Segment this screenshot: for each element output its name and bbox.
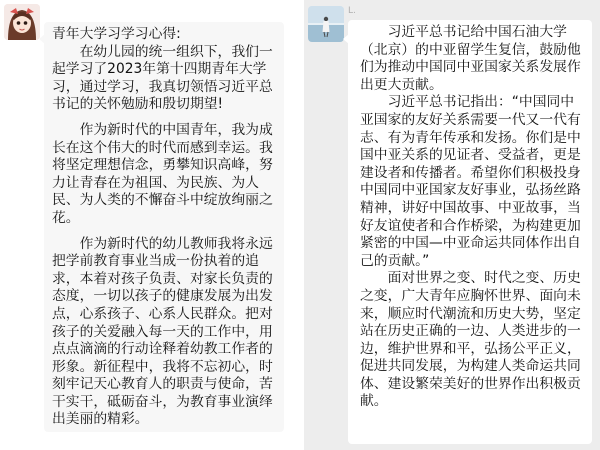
- message-paragraph: 面对世界之变、时代之变、历史之变，广大青年应胸怀世界、面向未来，顺应时代潮流和历史大势，坚定站在历史正确的一边、人类进步的一边，维护世界和平，弘扬公平正义，促进共同发展，为构建人类命运共同体、建设繁荣美好的世界作出积极贡献。: [360, 270, 581, 410]
- message-text: [52, 26, 278, 429]
- left-chat-panel: [0, 0, 296, 450]
- message-paragraph: 在幼儿园的统一组织下，我们一起学习了2023年第十四期青年大学习，通过学习，我真切领悟习近平总书记的关怀勉励和殷切期望!: [52, 43, 273, 113]
- anime-girl-avatar-icon[interactable]: [4, 4, 40, 40]
- message-paragraph: 作为新时代的中国青年，我为成长在这个伟大的时代而感到幸运。我将坚定理想信念，勇攀知识高峰，努力让青春在为祖国、为民族、为人民、为人类的不懈奋斗中绽放绚丽之花。: [52, 121, 273, 226]
- message-text: [360, 24, 586, 411]
- message-paragraph: 作为新时代的幼儿教师我将永远把学前教育事业当成一份执着的追求，本着对孩子负责、对家长负责的态度，一切以孩子的健康发展为出发点，心系孩子、心系人民群众。把对孩子的关爱融入每一天的工作中，用点点滴滴的行动诠释着幼教工作者的形象。新征程中，我将不忘初心，时刻牢记天心教育人的职责与使命，苦干实干，砥砺奋斗，为教育事业演绎出美丽的精彩。: [52, 235, 273, 428]
- seaside-photo-avatar-icon[interactable]: [308, 6, 344, 42]
- message-bubble[interactable]: [44, 22, 284, 432]
- message-paragraph: 习近平总书记给中国石油大学（北京）的中亚留学生复信，鼓励他们为推动中国同中亚国家关系发展作出更大贡献。: [360, 24, 581, 93]
- message-bubble[interactable]: [348, 20, 592, 444]
- message-paragraph: 习近平总书记指出：“中国同中亚国家的友好关系需要一代又一代有志、有为青年传承和发扬。你们是中国中亚关系的见证者、受益者，更是建设者和传播者。希望你们积极投身中国同中亚国家友好事业，弘扬丝路精神，讲好中国故事、中亚故事，当好友谊使者和合作桥梁，为构建更加紧密的中国—中亚命运共同体作出自己的贡献。”: [360, 94, 581, 269]
- sender-name: L.: [348, 6, 356, 16]
- message-paragraph: 青年大学习学习心得:: [52, 26, 181, 42]
- panel-divider: [296, 0, 304, 450]
- right-chat-panel: [304, 0, 600, 450]
